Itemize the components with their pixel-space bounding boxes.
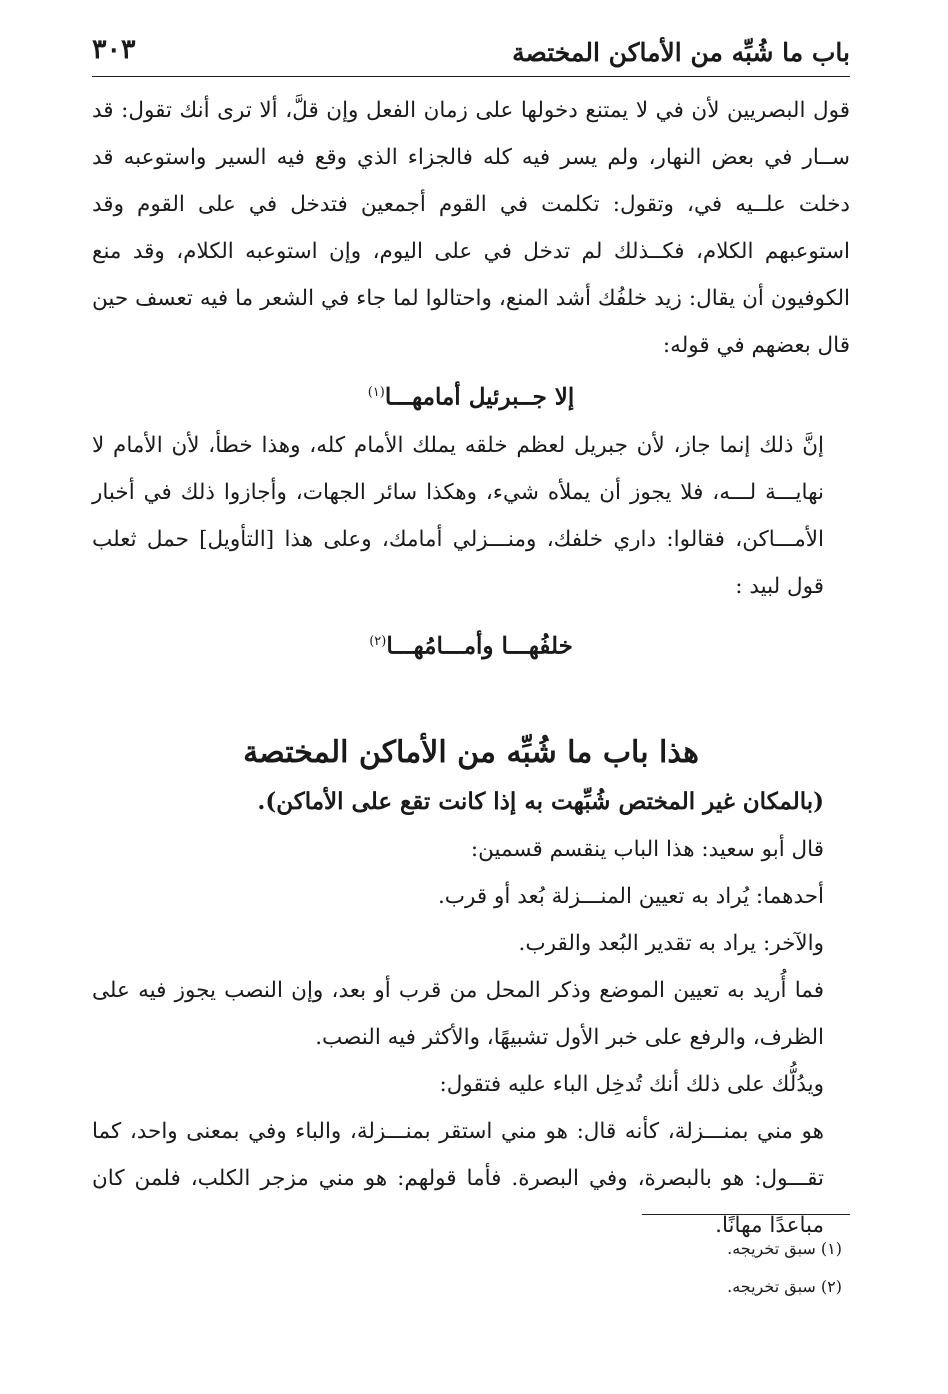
main-text [92, 87, 850, 1249]
footnotes [92, 1230, 850, 1306]
section-subtitle: (بالمكان غير المختص شُبِّهت به إذا كانت تقع على الأماكن). [257, 788, 824, 816]
paragraph-1: قول البصريين لأن في لا يمتنع دخولها على زمان الفعل وإن قلَّ، ألا ترى أنك تقول: قد ســار في بعض النهار، ولم يسر فيه كله فالجزاء الذي وقع فيه السير واستوعبه قد دخلت علــيه في، وتقول: تكلمت في القوم أجمعين فتدخل في على القوم وقد استوعبهم الكلام، فكــذلك لم تدخل في على اليوم، وإن استوعبه الكلام، وقد منع الكوفيون أن يقال: زيد خلفُك أشد المنع، واحتالوا لما جاء في الشعر ما فيه تعسف حين قال بعضهم في قوله: [92, 98, 850, 358]
section-paragraph-3: والآخر: يراد به تقدير البُعد والقرب. [518, 931, 824, 957]
footnote-1: (١) سبق تخريجه. [727, 1239, 842, 1258]
section-paragraph-2: أحدهما: يُراد به تعيين المنـــزلة بُعد أو قرب. [437, 884, 824, 910]
verse-1-text: إلا جــبرئيل أمامهـــا [384, 383, 575, 411]
section-paragraph-6: هو مني بمنـــزلة، كأنه قال: هو مني استقر بمنـــزلة، والباء وفي بمعنى واحد، كما تقـــول: هو بالبصرة، وفي البصرة. فأما قولهم: هو مني مزجر الكلب، فلمن كان مباعدًا مهانًا. [92, 1119, 824, 1239]
section-paragraph-4: فما أُريد به تعيين الموضع وذكر المحل من قرب أو بعد، وإن النصب يجوز فيه على الظرف، والرفع على خبر الأول تشبيهًا، والأكثر فيه النصب. [92, 978, 824, 1051]
footnote-2: (٢) سبق تخريجه. [727, 1277, 842, 1296]
footnote-ref-2: (٢) [369, 633, 387, 649]
footnote-divider [642, 1214, 850, 1215]
paragraph-2: إنَّ ذلك إنما جاز، لأن جبريل لعظم خلقه يملك الأمام كله، وهذا خطأ، لأن الأمام لا نهايـــة لـــه، فلا يجوز أن يملأه شيء، وهكذا سائر الجهات، وأجازوا ذلك في أخبار الأمـــاكن، فقالوا: داري خلفك، ومنـــزلي أمامك، وعلى هذا [التأويل] حمل ثعلب قول لبيد : [92, 432, 824, 599]
book-page [92, 30, 850, 1370]
verse-2 [92, 618, 850, 671]
running-header [92, 30, 850, 77]
running-title: باب ما شُبِّه من الأماكن المختصة [512, 38, 850, 67]
page-number: ٣٠٣ [92, 34, 136, 65]
section-paragraph-1: قال أبو سعيد: هذا الباب ينقسم قسمين: [470, 837, 824, 863]
verse-1 [92, 369, 850, 422]
verse-2-text: خلفُهـــا وأمـــامُهـــا [386, 632, 573, 660]
section-paragraph-5: ويدُلُّك على ذلك أنك تُدخِل الباء عليه فتقول: [439, 1072, 824, 1098]
footnote-ref-1: (١) [367, 385, 385, 400]
section-title: هذا باب ما شُبِّه من الأماكن المختصة [243, 735, 699, 771]
